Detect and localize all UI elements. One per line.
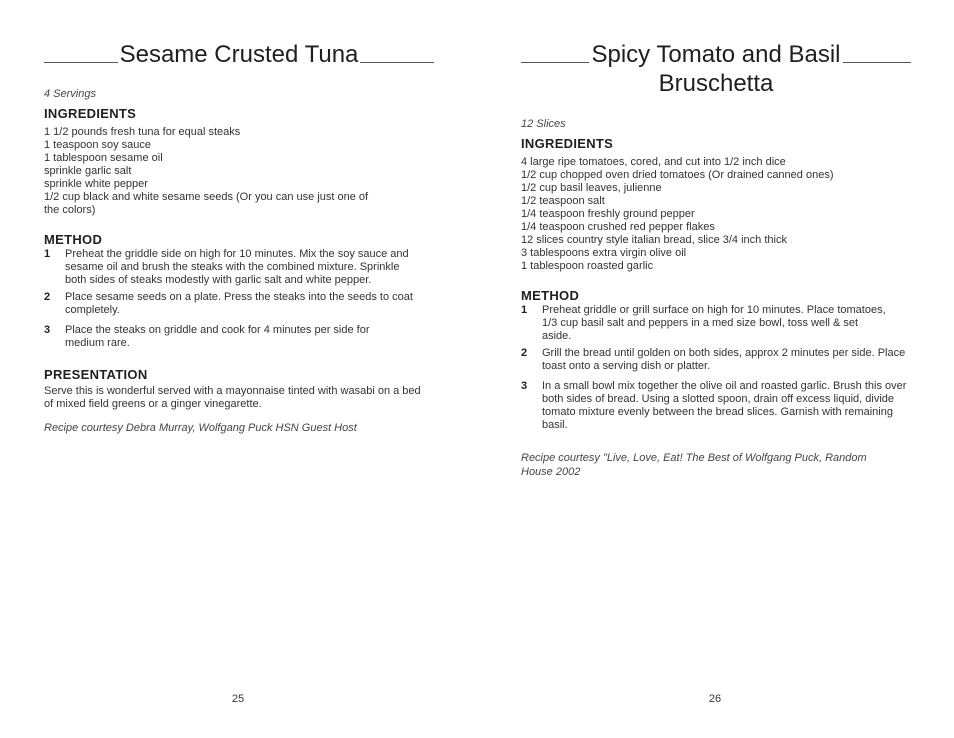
ingredient-item: sprinkle garlic salt	[44, 165, 132, 177]
step-text: Place the steaks on griddle and cook for 4 minutes per side for medium rare.	[65, 324, 370, 349]
ingredient-item: 1/2 cup black and white sesame seeds (Or you can use just one of	[44, 191, 369, 203]
ingredient-item: the colors)	[44, 204, 96, 216]
ingredient-item: 3 tablespoons extra virgin olive oil	[521, 247, 687, 259]
right-ingredients-heading: INGREDIENTS	[521, 136, 614, 151]
step-number: 2	[521, 347, 528, 359]
left-recipe-title: Sesame Crusted Tuna	[119, 41, 359, 68]
ingredient-item: 1/4 teaspoon crushed red pepper flakes	[521, 221, 715, 233]
step-number: 1	[44, 248, 51, 260]
left-page	[44, 0, 434, 738]
ingredient-item: 1/4 teaspoon freshly ground pepper	[521, 208, 695, 220]
step-number: 3	[521, 380, 528, 392]
method-step	[521, 380, 911, 432]
right-page	[521, 0, 911, 738]
method-step	[521, 347, 911, 373]
ingredient-item: 1 tablespoon roasted garlic	[521, 260, 654, 272]
method-step	[44, 324, 434, 350]
step-number: 1	[521, 304, 528, 316]
right-title-block	[521, 0, 911, 98]
step-text: Place sesame seeds on a plate. Press the steaks into the seeds to coat completely.	[65, 291, 413, 316]
left-title-block	[44, 0, 434, 69]
method-step	[521, 304, 911, 343]
right-servings: 12 Slices	[521, 118, 566, 130]
right-ingredients-list	[521, 156, 911, 273]
left-presentation-text: Serve this is wonderful served with a mayonnaise tinted with wasabi on a bed of mixed field greens or a ginger vinegarette.	[44, 385, 421, 410]
ingredient-item: 1/2 cup chopped oven dried tomatoes (Or drained canned ones)	[521, 169, 834, 181]
step-number: 2	[44, 291, 51, 303]
left-ingredients-list	[44, 126, 434, 217]
step-text: Grill the bread until golden on both sides, approx 2 minutes per side. Place toast onto a serving dish or platter.	[542, 347, 906, 372]
ingredient-item: 1 1/2 pounds fresh tuna for equal steaks	[44, 126, 241, 138]
page-number-left: 25	[231, 693, 245, 705]
method-step	[44, 248, 434, 287]
step-number: 3	[44, 324, 51, 336]
left-ingredients-heading: INGREDIENTS	[44, 106, 137, 121]
right-method-heading: METHOD	[521, 288, 580, 303]
left-servings: 4 Servings	[44, 88, 96, 100]
ingredient-item: 12 slices country style italian bread, slice 3/4 inch thick	[521, 234, 787, 246]
step-text: Preheat griddle or grill surface on high for 10 minutes. Place tomatoes, 1/3 cup basil salt and peppers in a med size bowl, toss well & set aside.	[542, 304, 886, 342]
ingredient-item: 4 large ripe tomatoes, cored, and cut into 1/2 inch dice	[521, 156, 786, 168]
right-recipe-credit	[521, 451, 911, 479]
left-method-heading: METHOD	[44, 232, 103, 247]
step-text: In a small bowl mix together the olive oil and roasted garlic. Brush this over both sides of bread. Using a slotted spoon, drain off excess liquid, divide tomato mixture evenly between the bread slices. Garnish with remaining basil.	[542, 380, 907, 431]
ingredient-item: 1 tablespoon sesame oil	[44, 152, 163, 164]
page-number-right: 26	[708, 693, 722, 705]
ingredient-item: 1/2 teaspoon salt	[521, 195, 605, 207]
left-recipe-credit: Recipe courtesy Debra Murray, Wolfgang Puck HSN Guest Host	[44, 422, 357, 434]
ingredient-item: 1 teaspoon soy sauce	[44, 139, 152, 151]
left-method-steps	[44, 248, 434, 350]
left-presentation-heading: PRESENTATION	[44, 367, 148, 382]
ingredient-item: 1/2 cup basil leaves, julienne	[521, 182, 662, 194]
right-method-steps	[521, 304, 911, 432]
step-text: Preheat the griddle side on high for 10 minutes. Mix the soy sauce and sesame oil and brush the steaks with the combined mixture. Sprinkle both sides of steaks modestly with garlic salt and white pepper.	[65, 248, 409, 286]
right-recipe-title: Spicy Tomato and Basil Bruschetta	[591, 41, 841, 97]
ingredient-item: sprinkle white pepper	[44, 178, 148, 190]
credit-line: Recipe courtesy "Live, Love, Eat! The Best of Wolfgang Puck, Random	[521, 452, 867, 464]
method-step	[44, 291, 434, 317]
credit-line: House 2002	[521, 466, 581, 478]
